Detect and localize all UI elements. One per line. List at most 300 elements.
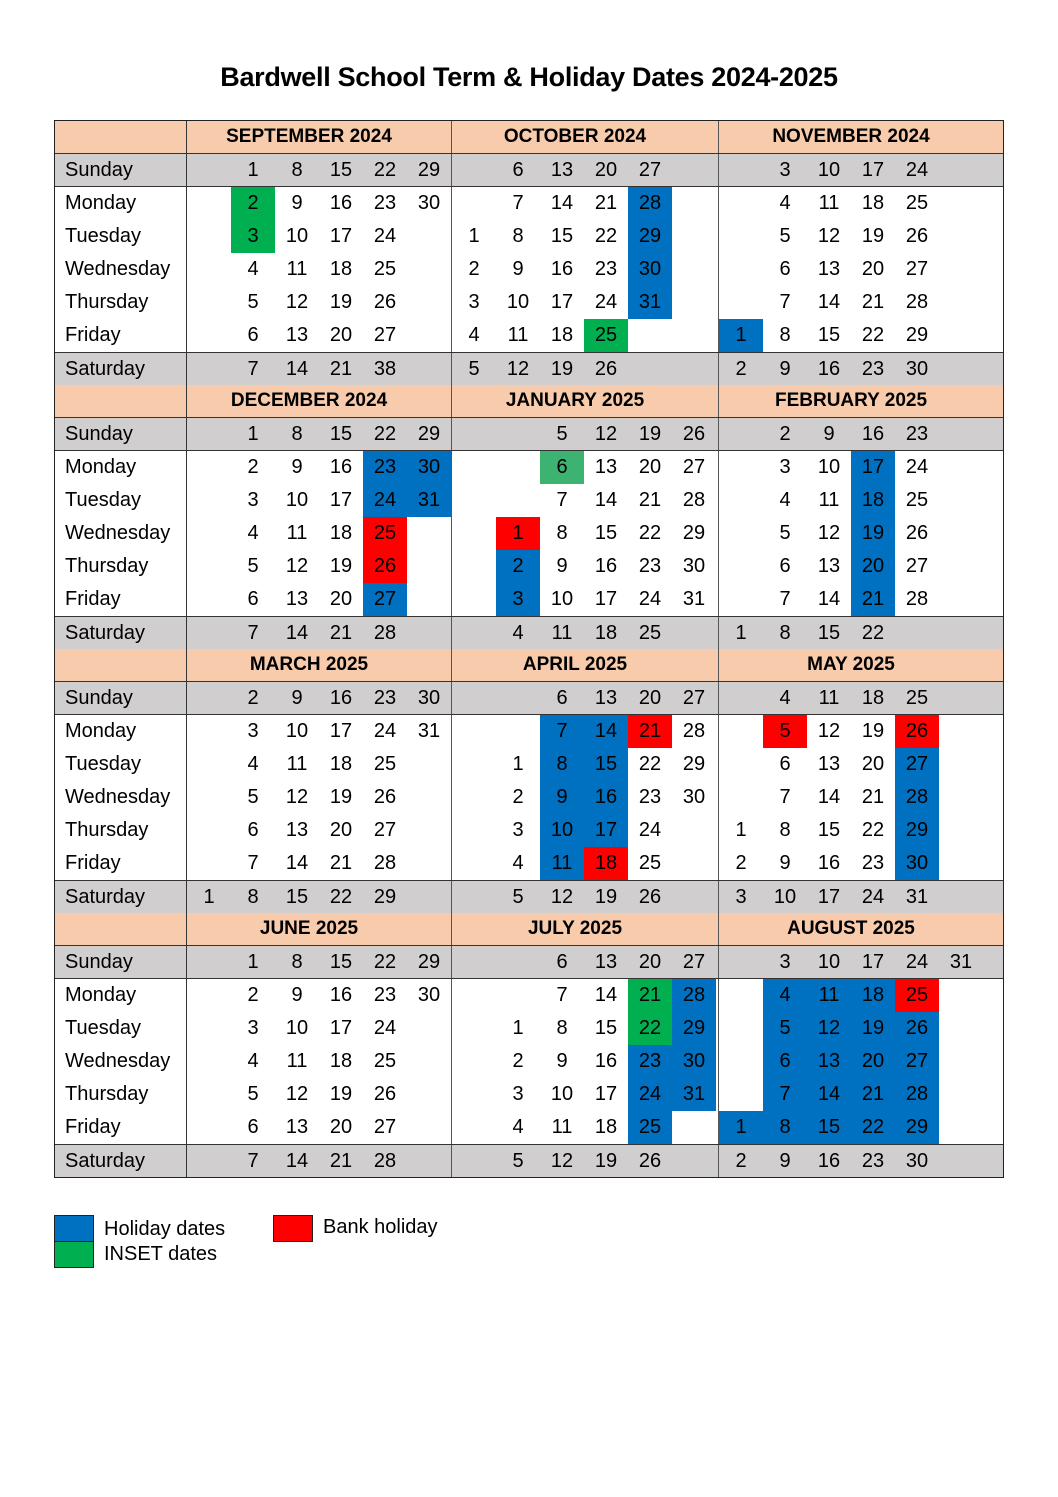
date-cell <box>187 550 231 583</box>
date-cell: 9 <box>556 1050 568 1072</box>
day-label: Tuesday <box>55 748 187 781</box>
date-cell: 22 <box>861 324 885 346</box>
date-cell: 21 <box>861 291 885 313</box>
month-week-cells <box>452 881 719 913</box>
month-week-cells <box>719 682 1003 714</box>
date-cell: 30 <box>417 192 441 214</box>
date-cell: 18 <box>329 753 353 775</box>
date-cell: 27 <box>373 819 397 841</box>
day-label: Monday <box>55 979 187 1012</box>
date-cell-holiday: 5 <box>763 1012 807 1045</box>
day-label: Friday <box>55 319 187 352</box>
month-header-row <box>55 385 1003 418</box>
date-cell: 2 <box>735 1149 747 1172</box>
date-cell: 11 <box>286 753 308 775</box>
date-cell: 12 <box>285 291 309 313</box>
date-cell: 11 <box>551 1116 573 1138</box>
spacer <box>983 517 1003 550</box>
date-cell: 10 <box>285 489 309 511</box>
date-cell: 7 <box>247 1149 259 1172</box>
day-label: Tuesday <box>55 484 187 517</box>
date-cell: 24 <box>638 819 662 841</box>
date-cell <box>187 451 231 484</box>
day-label: Thursday <box>55 550 187 583</box>
date-cell: 13 <box>285 588 309 610</box>
month-week-cells <box>187 319 452 352</box>
month-week-cells <box>452 748 719 781</box>
day-row <box>55 979 1003 1012</box>
month-week-cells <box>452 418 719 450</box>
date-cell: 11 <box>818 686 840 709</box>
day-label: Friday <box>55 583 187 616</box>
date-cell: 8 <box>779 621 791 644</box>
date-cell <box>719 286 763 319</box>
day-row <box>55 517 1003 550</box>
date-cell <box>939 319 983 352</box>
date-cell-holiday: 28 <box>895 781 939 814</box>
date-cell <box>672 617 716 649</box>
spacer <box>983 617 1003 649</box>
date-cell: 15 <box>329 950 353 973</box>
date-cell-holiday: 2 <box>496 550 540 583</box>
month-week-cells <box>452 517 719 550</box>
month-week-cells <box>452 781 719 814</box>
month-week-cells <box>187 1145 452 1177</box>
spacer <box>983 1012 1003 1045</box>
date-cell: 16 <box>329 192 353 214</box>
day-label: Saturday <box>55 353 187 385</box>
date-cell <box>719 1045 763 1078</box>
date-cell <box>719 187 763 220</box>
month-week-cells <box>452 220 719 253</box>
date-cell: 10 <box>773 885 797 908</box>
date-cell-holiday: 20 <box>851 1045 895 1078</box>
date-cell: 18 <box>329 258 353 280</box>
quarter-block <box>55 385 1003 649</box>
date-cell: 17 <box>329 225 353 247</box>
date-cell: 15 <box>817 324 841 346</box>
month-week-cells <box>719 979 1003 1012</box>
date-cell: 5 <box>247 786 259 808</box>
date-cell: 9 <box>779 852 791 874</box>
date-cell <box>719 682 763 714</box>
day-row <box>55 187 1003 220</box>
date-cell: 10 <box>285 720 309 742</box>
month-week-cells <box>719 814 1003 847</box>
date-cell: 19 <box>594 885 618 908</box>
date-cell <box>407 748 451 781</box>
month-week-cells <box>719 319 1003 352</box>
date-cell <box>407 814 451 847</box>
date-cell <box>939 154 983 186</box>
date-cell: 13 <box>285 819 309 841</box>
month-week-cells <box>719 154 1003 186</box>
date-cell <box>672 253 716 286</box>
date-cell: 23 <box>861 1149 885 1172</box>
date-cell: 27 <box>638 158 662 181</box>
date-cell: 3 <box>247 720 259 742</box>
date-cell <box>672 154 716 186</box>
date-cell <box>187 220 231 253</box>
date-cell <box>719 154 763 186</box>
date-cell <box>452 682 496 714</box>
date-cell: 31 <box>417 720 441 742</box>
date-cell: 17 <box>861 158 885 181</box>
date-cell-bank: 5 <box>763 715 807 748</box>
date-cell: 23 <box>861 852 885 874</box>
date-cell <box>187 154 231 186</box>
date-cell-holiday: 11 <box>540 847 584 880</box>
month-header-row <box>55 649 1003 682</box>
month-week-cells <box>719 286 1003 319</box>
date-cell: 3 <box>512 1083 524 1105</box>
date-cell: 27 <box>905 555 929 577</box>
day-row <box>55 253 1003 286</box>
date-cell: 17 <box>861 950 885 973</box>
date-cell: 20 <box>638 950 662 973</box>
date-cell-bank: 1 <box>496 517 540 550</box>
day-row <box>55 583 1003 616</box>
day-row <box>55 616 1003 649</box>
date-cell <box>939 253 983 286</box>
day-label: Sunday <box>55 682 187 714</box>
date-cell: 29 <box>417 422 441 445</box>
date-cell <box>187 484 231 517</box>
day-row <box>55 484 1003 517</box>
date-cell <box>452 781 496 814</box>
date-cell: 30 <box>417 984 441 1006</box>
date-cell: 26 <box>373 1083 397 1105</box>
date-cell: 26 <box>373 786 397 808</box>
date-cell: 2 <box>512 786 524 808</box>
date-cell: 28 <box>373 852 397 874</box>
date-cell: 16 <box>817 852 841 874</box>
date-cell: 19 <box>861 225 885 247</box>
date-cell <box>452 715 496 748</box>
month-week-cells <box>452 451 719 484</box>
date-cell: 22 <box>638 753 662 775</box>
month-week-cells <box>187 617 452 649</box>
date-cell <box>939 682 983 714</box>
date-cell: 11 <box>286 258 308 280</box>
spacer <box>983 1111 1003 1144</box>
date-cell-holiday: 19 <box>851 517 895 550</box>
legend-holiday-label: Holiday dates <box>104 1218 226 1240</box>
date-cell: 22 <box>373 158 397 181</box>
date-cell <box>452 583 496 616</box>
date-cell: 30 <box>682 786 706 808</box>
date-cell: 12 <box>285 555 309 577</box>
month-week-cells <box>187 1078 452 1111</box>
date-cell: 12 <box>550 1149 574 1172</box>
day-label: Monday <box>55 715 187 748</box>
date-cell <box>407 550 451 583</box>
date-cell: 10 <box>817 950 841 973</box>
month-week-cells <box>452 319 719 352</box>
legend-holiday-swatch <box>54 1215 94 1242</box>
month-week-cells <box>452 484 719 517</box>
date-cell: 12 <box>285 1083 309 1105</box>
date-cell: 26 <box>638 1149 662 1172</box>
date-cell: 18 <box>861 686 885 709</box>
date-cell: 25 <box>373 258 397 280</box>
date-cell: 3 <box>779 158 791 181</box>
date-cell <box>452 814 496 847</box>
date-cell: 27 <box>373 1116 397 1138</box>
date-cell: 8 <box>291 422 303 445</box>
date-cell <box>939 781 983 814</box>
date-cell: 25 <box>373 753 397 775</box>
month-week-cells <box>719 583 1003 616</box>
month-title: DECEMBER 2024 <box>187 385 452 417</box>
date-cell-holiday: 6 <box>763 1045 807 1078</box>
month-week-cells <box>719 220 1003 253</box>
spacer <box>983 451 1003 484</box>
date-cell: 24 <box>373 225 397 247</box>
date-cell-holiday: 23 <box>363 451 407 484</box>
date-cell: 24 <box>373 720 397 742</box>
date-cell-holiday: 14 <box>584 715 628 748</box>
page-title: Bardwell School Term & Holiday Dates 2024-2025 <box>220 62 838 92</box>
month-week-cells <box>187 451 452 484</box>
date-cell <box>672 814 716 847</box>
month-week-cells <box>452 1078 719 1111</box>
spacer <box>983 748 1003 781</box>
date-cell: 14 <box>285 1149 309 1172</box>
day-label: Friday <box>55 847 187 880</box>
date-cell: 28 <box>373 1149 397 1172</box>
day-row <box>55 220 1003 253</box>
date-cell: 9 <box>779 1149 791 1172</box>
date-cell: 5 <box>779 522 791 544</box>
date-cell: 15 <box>550 225 574 247</box>
date-cell: 27 <box>682 456 706 478</box>
month-week-cells <box>719 748 1003 781</box>
month-week-cells <box>452 1111 719 1144</box>
date-cell: 23 <box>905 422 929 445</box>
spacer <box>983 253 1003 286</box>
date-cell: 9 <box>512 258 524 280</box>
quarter-block <box>55 121 1003 385</box>
date-cell-bank: 25 <box>363 517 407 550</box>
date-cell <box>187 748 231 781</box>
date-cell-bank: 26 <box>895 715 939 748</box>
date-cell: 21 <box>638 489 662 511</box>
day-label: Tuesday <box>55 220 187 253</box>
date-cell: 20 <box>594 158 618 181</box>
date-cell: 16 <box>550 258 574 280</box>
date-cell: 9 <box>823 422 835 445</box>
date-cell <box>939 583 983 616</box>
date-cell <box>719 979 763 1012</box>
date-cell: 13 <box>594 456 618 478</box>
month-week-cells <box>187 550 452 583</box>
date-cell: 6 <box>779 753 791 775</box>
month-week-cells <box>719 847 1003 880</box>
date-cell: 6 <box>247 1116 259 1138</box>
date-cell: 15 <box>594 522 618 544</box>
month-week-cells <box>719 1045 1003 1078</box>
date-cell-holiday: 24 <box>363 484 407 517</box>
date-cell <box>895 617 939 649</box>
month-week-cells <box>719 1078 1003 1111</box>
date-cell: 16 <box>594 555 618 577</box>
day-row <box>55 154 1003 187</box>
date-cell: 5 <box>247 555 259 577</box>
month-week-cells <box>187 781 452 814</box>
date-cell <box>187 781 231 814</box>
date-cell-holiday: 31 <box>672 1078 716 1111</box>
date-cell <box>407 847 451 880</box>
date-cell-holiday: 8 <box>763 1111 807 1144</box>
date-cell: 13 <box>594 686 618 709</box>
date-cell: 13 <box>817 258 841 280</box>
date-cell-holiday: 28 <box>672 979 716 1012</box>
header-corner <box>55 913 187 945</box>
date-cell-holiday: 29 <box>628 220 672 253</box>
date-cell: 38 <box>373 357 397 380</box>
date-cell: 4 <box>779 489 791 511</box>
date-cell-holiday: 1 <box>719 1111 763 1144</box>
month-week-cells <box>452 550 719 583</box>
spacer <box>983 814 1003 847</box>
date-cell <box>496 484 540 517</box>
date-cell: 8 <box>556 522 568 544</box>
date-cell: 27 <box>905 258 929 280</box>
date-cell-bank: 25 <box>895 979 939 1012</box>
date-cell: 6 <box>512 158 524 181</box>
date-cell: 12 <box>594 422 618 445</box>
date-cell: 19 <box>550 357 574 380</box>
date-cell <box>719 484 763 517</box>
date-cell-holiday: 9 <box>540 781 584 814</box>
date-cell: 7 <box>247 852 259 874</box>
date-cell: 8 <box>512 225 524 247</box>
date-cell: 7 <box>247 621 259 644</box>
date-cell: 26 <box>905 225 929 247</box>
date-cell-holiday: 30 <box>672 1045 716 1078</box>
date-cell: 25 <box>638 621 662 644</box>
date-cell: 5 <box>247 291 259 313</box>
date-cell: 18 <box>594 1116 618 1138</box>
month-week-cells <box>187 847 452 880</box>
date-cell: 13 <box>817 555 841 577</box>
date-cell <box>939 451 983 484</box>
date-cell <box>672 847 716 880</box>
month-week-cells <box>187 1012 452 1045</box>
month-week-cells <box>719 617 1003 649</box>
date-cell: 22 <box>861 621 885 644</box>
date-cell <box>187 286 231 319</box>
date-cell-holiday: 12 <box>807 1012 851 1045</box>
month-week-cells <box>719 353 1003 385</box>
date-cell: 7 <box>556 489 568 511</box>
month-week-cells <box>452 946 719 978</box>
date-cell: 18 <box>861 192 885 214</box>
date-cell <box>187 814 231 847</box>
date-cell: 15 <box>594 1017 618 1039</box>
date-cell-bank: 26 <box>363 550 407 583</box>
date-cell-holiday: 28 <box>628 187 672 220</box>
date-cell: 12 <box>817 522 841 544</box>
legend-bank-swatch <box>273 1215 313 1242</box>
month-header-row <box>55 121 1003 154</box>
date-cell: 4 <box>247 258 259 280</box>
date-cell: 23 <box>638 786 662 808</box>
date-cell: 13 <box>550 158 574 181</box>
day-row <box>55 1012 1003 1045</box>
month-week-cells <box>719 451 1003 484</box>
month-week-cells <box>719 418 1003 450</box>
date-cell <box>496 682 540 714</box>
date-cell: 5 <box>556 422 568 445</box>
date-cell <box>452 187 496 220</box>
date-cell: 18 <box>594 621 618 644</box>
date-cell: 1 <box>735 621 747 644</box>
date-cell: 31 <box>682 588 706 610</box>
quarter-block <box>55 649 1003 913</box>
date-cell-bank: 18 <box>584 847 628 880</box>
date-cell: 28 <box>905 588 929 610</box>
date-cell: 14 <box>285 357 309 380</box>
month-week-cells <box>719 946 1003 978</box>
date-cell: 28 <box>682 489 706 511</box>
date-cell-holiday: 17 <box>851 451 895 484</box>
date-cell: 14 <box>594 984 618 1006</box>
date-cell <box>452 946 496 978</box>
date-cell: 16 <box>817 357 841 380</box>
day-row <box>55 847 1003 880</box>
month-week-cells <box>187 715 452 748</box>
month-week-cells <box>719 715 1003 748</box>
date-cell-holiday: 21 <box>851 1078 895 1111</box>
month-week-cells <box>719 187 1003 220</box>
month-week-cells <box>452 715 719 748</box>
date-cell: 12 <box>817 720 841 742</box>
header-corner <box>55 121 187 153</box>
date-cell-holiday: 22 <box>851 1111 895 1144</box>
date-cell: 1 <box>247 422 259 445</box>
spacer <box>983 286 1003 319</box>
date-cell <box>452 881 496 913</box>
date-cell <box>719 583 763 616</box>
spacer <box>983 979 1003 1012</box>
date-cell <box>672 1111 716 1144</box>
month-week-cells <box>452 682 719 714</box>
month-week-cells <box>187 517 452 550</box>
date-cell: 6 <box>247 819 259 841</box>
date-cell <box>407 253 451 286</box>
date-cell <box>187 319 231 352</box>
day-label: Thursday <box>55 814 187 847</box>
date-cell: 2 <box>512 1050 524 1072</box>
month-week-cells <box>187 253 452 286</box>
date-cell: 2 <box>247 984 259 1006</box>
date-cell: 14 <box>817 786 841 808</box>
date-cell <box>452 617 496 649</box>
date-cell <box>939 715 983 748</box>
month-week-cells <box>719 517 1003 550</box>
date-cell: 28 <box>905 291 929 313</box>
date-cell: 23 <box>638 555 662 577</box>
spacer <box>983 946 1003 978</box>
date-cell <box>452 517 496 550</box>
date-cell <box>672 1145 716 1177</box>
date-cell-holiday: 20 <box>851 550 895 583</box>
date-cell: 13 <box>285 1116 309 1138</box>
date-cell: 24 <box>905 950 929 973</box>
month-title: MAY 2025 <box>807 654 895 675</box>
